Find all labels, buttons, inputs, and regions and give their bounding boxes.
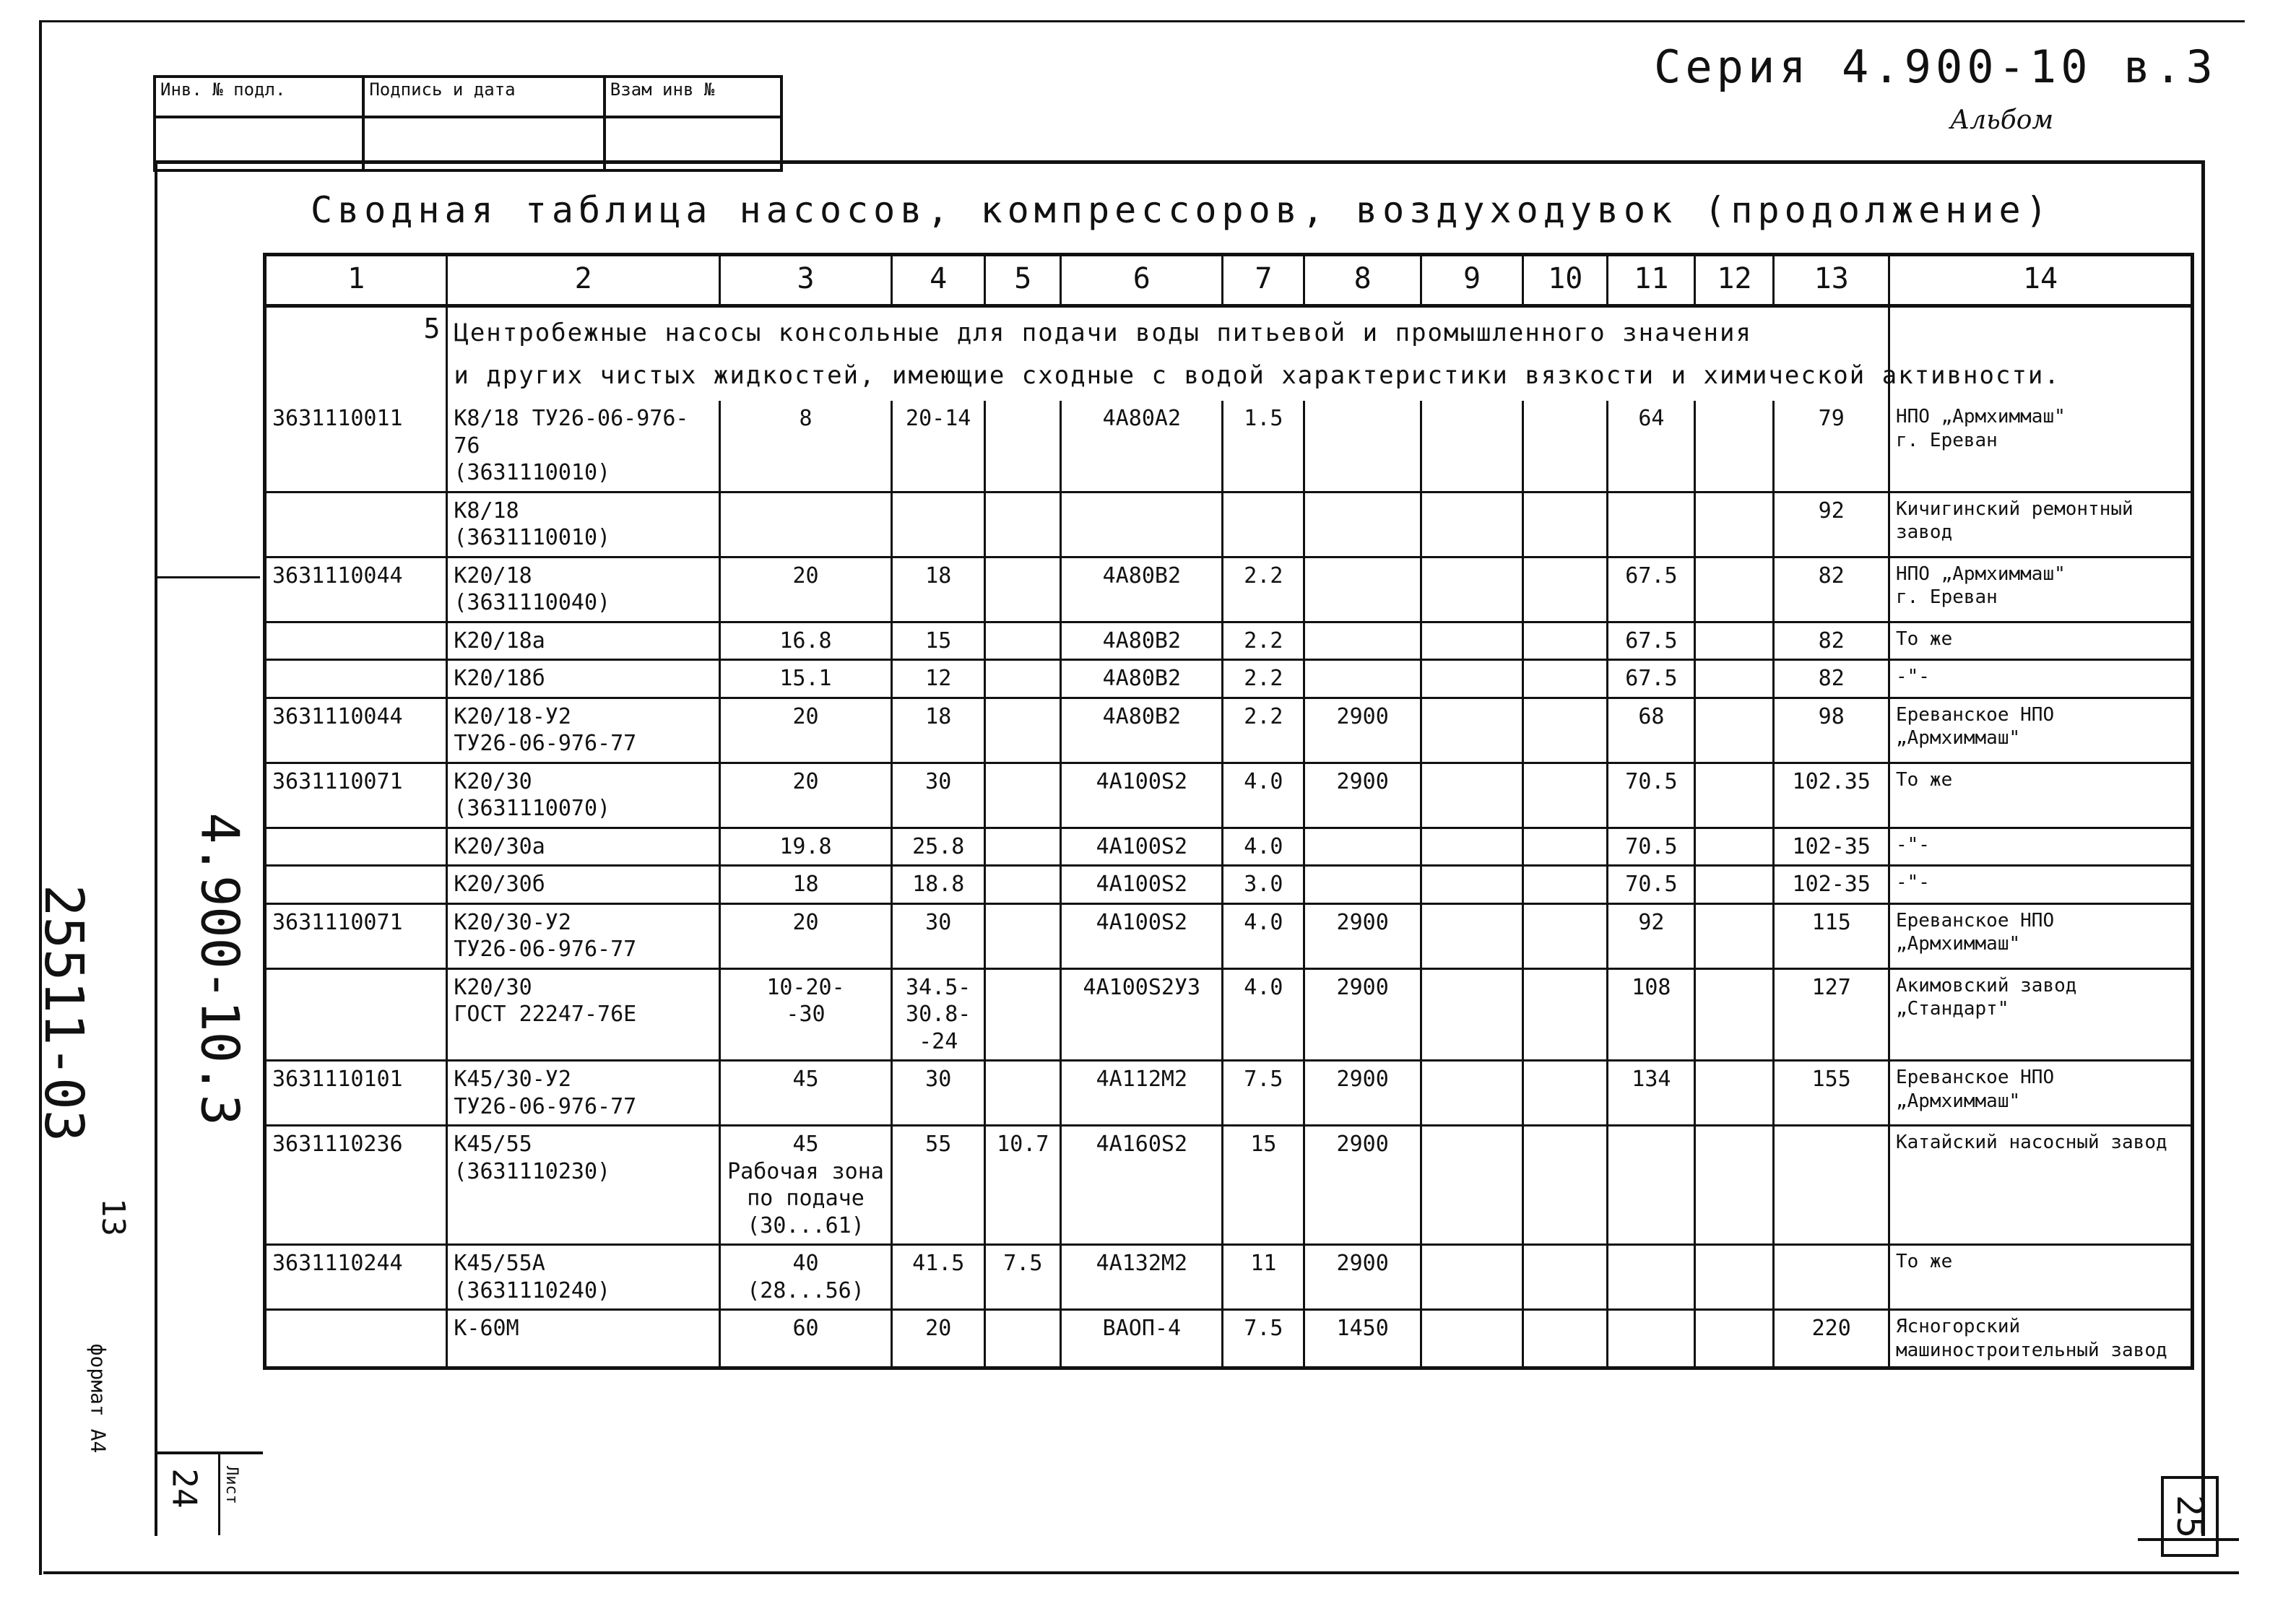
table-cell-col-7: 15 (1223, 1126, 1304, 1245)
table-cell-col-8: 2900 (1304, 763, 1421, 828)
table-cell-col-2: К8/18 ТУ26-06-976-76 (3631110010) (447, 401, 720, 492)
table-cell-col-7: 2.2 (1223, 660, 1304, 698)
summary-table (263, 253, 2194, 1370)
col-header-4: 4 (892, 255, 985, 306)
table-cell-col-14: Кичигинский ремонтный завод (1889, 492, 2192, 557)
table-cell-col-2: К20/30-У2 ТУ26-06-976-77 (447, 903, 720, 968)
table-cell-col-6: 4А112М2 (1061, 1061, 1223, 1126)
table-cell-col-3: 45 (719, 1061, 891, 1126)
table-cell-col-5 (985, 401, 1061, 492)
table-cell-col-12 (1695, 660, 1774, 698)
table-cell-col-1: 3631110071 (265, 903, 447, 968)
table-cell-col-12 (1695, 492, 1774, 557)
table-cell-col-7: 2.2 (1223, 557, 1304, 622)
page-number: 25 (2169, 1494, 2211, 1539)
table-cell-col-3: 19.8 (719, 828, 891, 866)
table-row (265, 828, 2193, 866)
table-cell-col-5 (985, 903, 1061, 968)
table-cell-col-8: 2900 (1304, 698, 1421, 763)
table-cell-col-9 (1421, 492, 1522, 557)
table-cell-col-3: 60 (719, 1310, 891, 1368)
table-cell-col-11: 64 (1608, 401, 1695, 492)
table-cell-col-6: 4А100S2 (1061, 903, 1223, 968)
table-cell-col-7: 3.0 (1223, 866, 1304, 904)
table-cell-col-6: 4А80В2 (1061, 622, 1223, 660)
col-header-10: 10 (1523, 255, 1608, 306)
table-cell-col-3: 10-20- -30 (719, 968, 891, 1061)
table-cell-col-9 (1421, 763, 1522, 828)
table-cell-col-13: 220 (1774, 1310, 1889, 1368)
side-inventory-number: 25511-03 (33, 884, 95, 1142)
table-cell-col-11: 68 (1608, 698, 1695, 763)
col-header-9: 9 (1421, 255, 1522, 306)
table-cell-col-4: 25.8 (892, 828, 985, 866)
section-number: 5 (265, 306, 447, 402)
stamp-inventory-label: Инв. № подл. (155, 77, 363, 117)
table-cell-col-5: 10.7 (985, 1126, 1061, 1245)
table-cell-col-8 (1304, 622, 1421, 660)
table-cell-col-13: 115 (1774, 903, 1889, 968)
table-cell-col-1 (265, 828, 447, 866)
table-cell-col-8 (1304, 557, 1421, 622)
table-cell-col-4: 15 (892, 622, 985, 660)
table-cell-col-8: 2900 (1304, 1245, 1421, 1310)
table-cell-col-1 (265, 968, 447, 1061)
table-cell-col-7: 7.5 (1223, 1310, 1304, 1368)
table-cell-col-12 (1695, 763, 1774, 828)
table-cell-col-4: 18 (892, 698, 985, 763)
table-cell-col-1: 3631110236 (265, 1126, 447, 1245)
table-cell-col-9 (1421, 968, 1522, 1061)
table-cell-col-5 (985, 660, 1061, 698)
table-row (265, 763, 2193, 828)
table-cell-col-5: 7.5 (985, 1245, 1061, 1310)
table-cell-col-10 (1523, 401, 1608, 492)
section-line-2: и других чистых жидкостей, имеющие сходные с водой характеристики вязкости и химической активности. (454, 360, 2061, 390)
table-cell-col-3: 20 (719, 903, 891, 968)
table-cell-col-6: 4А160S2 (1061, 1126, 1223, 1245)
table-row (265, 866, 2193, 904)
table-cell-col-3: 20 (719, 763, 891, 828)
table-cell-col-8: 2900 (1304, 1061, 1421, 1126)
table-cell-col-5 (985, 828, 1061, 866)
album-label: Альбом (1950, 105, 2054, 135)
table-cell-col-14: -"- (1889, 828, 2192, 866)
table-cell-col-4: 20 (892, 1310, 985, 1368)
table-cell-col-1 (265, 866, 447, 904)
table-row (265, 622, 2193, 660)
table-cell-col-5 (985, 492, 1061, 557)
table-cell-col-9 (1421, 698, 1522, 763)
table-cell-col-4: 18 (892, 557, 985, 622)
table-cell-col-8 (1304, 401, 1421, 492)
table-cell-col-6: 4А80В2 (1061, 557, 1223, 622)
col-header-5: 5 (985, 255, 1061, 306)
table-cell-col-4 (892, 492, 985, 557)
table-cell-col-4: 18.8 (892, 866, 985, 904)
table-cell-col-1: 3631110101 (265, 1061, 447, 1126)
col-header-13: 13 (1774, 255, 1889, 306)
table-cell-col-2: К20/18б (447, 660, 720, 698)
table-cell-col-13: 102-35 (1774, 866, 1889, 904)
table-cell-col-4: 30 (892, 903, 985, 968)
table-row (265, 1061, 2193, 1126)
table-cell-col-5 (985, 557, 1061, 622)
table-cell-col-11: 70.5 (1608, 828, 1695, 866)
table-cell-col-14: Акимовский завод „Стандарт" (1889, 968, 2192, 1061)
table-cell-col-10 (1523, 968, 1608, 1061)
table-cell-col-9 (1421, 401, 1522, 492)
table-cell-col-7 (1223, 492, 1304, 557)
table-cell-col-13: 82 (1774, 660, 1889, 698)
table-cell-col-10 (1523, 828, 1608, 866)
table-cell-col-8: 2900 (1304, 968, 1421, 1061)
table-cell-col-12 (1695, 828, 1774, 866)
sheet-number: 24 (165, 1468, 204, 1509)
table-cell-col-11 (1608, 1310, 1695, 1368)
table-cell-col-10 (1523, 1126, 1608, 1245)
table-cell-col-4: 30 (892, 1061, 985, 1126)
table-cell-col-1 (265, 1310, 447, 1368)
table-row (265, 1126, 2193, 1245)
page-title: Сводная таблица насосов, компрессоров, воздуходувок (продолжение) (311, 189, 2053, 231)
table-cell-col-14: -"- (1889, 660, 2192, 698)
table-cell-col-5 (985, 1310, 1061, 1368)
table-cell-col-6: 4А100S2У3 (1061, 968, 1223, 1061)
table-cell-col-3: 8 (719, 401, 891, 492)
table-cell-col-7: 11 (1223, 1245, 1304, 1310)
table-cell-col-11: 70.5 (1608, 866, 1695, 904)
table-cell-col-14: Ереванское НПО „Армхиммаш" (1889, 698, 2192, 763)
table-cell-col-8 (1304, 828, 1421, 866)
col-header-7: 7 (1223, 255, 1304, 306)
table-cell-col-7: 4.0 (1223, 763, 1304, 828)
table-cell-col-13: 82 (1774, 622, 1889, 660)
col-header-8: 8 (1304, 255, 1421, 306)
table-cell-col-2: К20/30а (447, 828, 720, 866)
table-cell-col-11: 67.5 (1608, 557, 1695, 622)
stamp-replace-label: Взам инв № (605, 77, 781, 117)
table-cell-col-10 (1523, 903, 1608, 968)
table-cell-col-2: К8/18 (3631110010) (447, 492, 720, 557)
table-cell-col-8 (1304, 492, 1421, 557)
table-cell-col-9 (1421, 1310, 1522, 1368)
table-cell-col-11: 70.5 (1608, 763, 1695, 828)
table-cell-col-8 (1304, 660, 1421, 698)
table-cell-col-14: Катайский насосный завод (1889, 1126, 2192, 1245)
table-row (265, 557, 2193, 622)
section-header-row (265, 306, 2193, 402)
table-cell-col-12 (1695, 1245, 1774, 1310)
table-cell-col-1: 3631110071 (265, 763, 447, 828)
table-row (265, 1310, 2193, 1368)
table-cell-col-4: 12 (892, 660, 985, 698)
table-cell-col-2: К20/18-У2 ТУ26-06-976-77 (447, 698, 720, 763)
table-cell-col-1 (265, 622, 447, 660)
table-row (265, 492, 2193, 557)
table-cell-col-8: 2900 (1304, 1126, 1421, 1245)
table-cell-col-13: 127 (1774, 968, 1889, 1061)
table-cell-col-9 (1421, 1245, 1522, 1310)
table-cell-col-13: 92 (1774, 492, 1889, 557)
table-cell-col-6: 4А100S2 (1061, 763, 1223, 828)
table-cell-col-10 (1523, 492, 1608, 557)
table-row (265, 903, 2193, 968)
table-cell-col-11: 92 (1608, 903, 1695, 968)
page-number-box (2161, 1476, 2219, 1557)
sheet-label: Лист (222, 1466, 241, 1504)
side-small-number: 13 (94, 1198, 131, 1236)
table-cell-col-5 (985, 763, 1061, 828)
table-row (265, 401, 2193, 492)
col-header-11: 11 (1608, 255, 1695, 306)
column-number-row (265, 255, 2193, 306)
table-cell-col-7: 1.5 (1223, 401, 1304, 492)
table-cell-col-2: К20/30 ГОСТ 22247-76Е (447, 968, 720, 1061)
table-cell-col-10 (1523, 763, 1608, 828)
table-cell-col-7: 2.2 (1223, 622, 1304, 660)
table-cell-col-12 (1695, 866, 1774, 904)
table-cell-col-9 (1421, 866, 1522, 904)
table-cell-col-10 (1523, 622, 1608, 660)
table-cell-col-14: Ясногорский машиностроительный завод (1889, 1310, 2192, 1368)
table-cell-col-6 (1061, 492, 1223, 557)
table-cell-col-10 (1523, 866, 1608, 904)
table-cell-col-3: 40 (28...56) (719, 1245, 891, 1310)
table-cell-col-13 (1774, 1245, 1889, 1310)
table-row (265, 660, 2193, 698)
table-cell-col-8 (1304, 866, 1421, 904)
table-cell-col-1 (265, 492, 447, 557)
table-cell-col-14: То же (1889, 763, 2192, 828)
table-cell-col-14: Ереванское НПО „Армхиммаш" (1889, 1061, 2192, 1126)
bottom-border-short (2138, 1538, 2239, 1541)
table-cell-col-6: 4А100S2 (1061, 828, 1223, 866)
table-cell-col-14: То же (1889, 1245, 2192, 1310)
table-cell-col-10 (1523, 660, 1608, 698)
table-cell-col-14: Ереванское НПО „Армхиммаш" (1889, 903, 2192, 968)
table-cell-col-13: 79 (1774, 401, 1889, 492)
table-cell-col-14: -"- (1889, 866, 2192, 904)
table-cell-col-1: 3631110044 (265, 698, 447, 763)
table-cell-col-7: 4.0 (1223, 828, 1304, 866)
col-header-1: 1 (265, 255, 447, 306)
sheet-separator (218, 1454, 220, 1535)
col-header-2: 2 (447, 255, 720, 306)
table-cell-col-2: К45/55А (3631110240) (447, 1245, 720, 1310)
table-cell-col-11 (1608, 492, 1695, 557)
table-cell-col-11: 67.5 (1608, 622, 1695, 660)
table-cell-col-3: 15.1 (719, 660, 891, 698)
table-cell-col-10 (1523, 1245, 1608, 1310)
table-cell-col-3: 45 Рабочая зона по подаче (30...61) (719, 1126, 891, 1245)
table-cell-col-9 (1421, 557, 1522, 622)
table-cell-col-6: 4А80В2 (1061, 698, 1223, 763)
table-cell-col-6: ВАОП-4 (1061, 1310, 1223, 1368)
table-cell-col-2: К20/30 (3631110070) (447, 763, 720, 828)
approval-stamp (153, 75, 783, 172)
table-cell-col-7: 2.2 (1223, 698, 1304, 763)
table-cell-col-11 (1608, 1126, 1695, 1245)
table-cell-col-4: 41.5 (892, 1245, 985, 1310)
table-cell-col-2: К20/18а (447, 622, 720, 660)
table-cell-col-9 (1421, 1061, 1522, 1126)
table-cell-col-3: 20 (719, 698, 891, 763)
stamp-signature-label: Подпись и дата (363, 77, 604, 117)
table-cell-col-3 (719, 492, 891, 557)
table-cell-col-6: 4А100S2 (1061, 866, 1223, 904)
table-cell-col-6: 4А80В2 (1061, 660, 1223, 698)
table-cell-col-4: 30 (892, 763, 985, 828)
sheet-box (155, 1451, 263, 1535)
table-cell-col-13: 102.35 (1774, 763, 1889, 828)
table-cell-col-10 (1523, 1310, 1608, 1368)
bottom-border (43, 1571, 2239, 1574)
table-cell-col-12 (1695, 1061, 1774, 1126)
table-cell-col-10 (1523, 557, 1608, 622)
table-cell-col-2: К45/55 (3631110230) (447, 1126, 720, 1245)
table-cell-col-13: 102-35 (1774, 828, 1889, 866)
side-code: 4.900-10.3 (189, 812, 251, 1126)
table-cell-col-2: К20/30б (447, 866, 720, 904)
table-cell-col-14: То же (1889, 622, 2192, 660)
table-cell-col-12 (1695, 903, 1774, 968)
table-cell-col-13: 98 (1774, 698, 1889, 763)
table-cell-col-14: НПО „Армхиммаш" г. Ереван (1889, 557, 2192, 622)
table-cell-col-12 (1695, 968, 1774, 1061)
table-cell-col-11: 67.5 (1608, 660, 1695, 698)
table-cell-col-4: 34.5- 30.8- -24 (892, 968, 985, 1061)
table-cell-col-4: 20-14 (892, 401, 985, 492)
table-cell-col-13: 82 (1774, 557, 1889, 622)
table-cell-col-3: 20 (719, 557, 891, 622)
col-header-6: 6 (1061, 255, 1223, 306)
table-row (265, 1245, 2193, 1310)
table-cell-col-5 (985, 698, 1061, 763)
table-cell-col-12 (1695, 557, 1774, 622)
table-cell-col-4: 55 (892, 1126, 985, 1245)
table-cell-col-1 (265, 660, 447, 698)
table-cell-col-6: 4А80А2 (1061, 401, 1223, 492)
table-cell-col-2: К45/30-У2 ТУ26-06-976-77 (447, 1061, 720, 1126)
table-cell-col-5 (985, 968, 1061, 1061)
table-cell-col-5 (985, 866, 1061, 904)
table-cell-col-7: 4.0 (1223, 903, 1304, 968)
table-cell-col-2: К-60М (447, 1310, 720, 1368)
table-cell-col-11: 134 (1608, 1061, 1695, 1126)
table-cell-col-12 (1695, 698, 1774, 763)
table-cell-col-8: 1450 (1304, 1310, 1421, 1368)
table-cell-col-13 (1774, 1126, 1889, 1245)
table-cell-col-3: 16.8 (719, 622, 891, 660)
table-cell-col-3: 18 (719, 866, 891, 904)
table-cell-col-11 (1608, 1245, 1695, 1310)
table-cell-col-8: 2900 (1304, 903, 1421, 968)
table-cell-col-9 (1421, 622, 1522, 660)
table-row (265, 968, 2193, 1061)
col-header-12: 12 (1695, 255, 1774, 306)
table-cell-col-9 (1421, 1126, 1522, 1245)
table-cell-col-10 (1523, 1061, 1608, 1126)
table-cell-col-9 (1421, 660, 1522, 698)
table-cell-col-9 (1421, 828, 1522, 866)
side-format: формат А4 (86, 1343, 111, 1454)
table-cell-col-1: 3631110044 (265, 557, 447, 622)
table-cell-col-7: 4.0 (1223, 968, 1304, 1061)
table-cell-col-12 (1695, 1310, 1774, 1368)
table-cell-col-14: НПО „Армхиммаш" г. Ереван (1889, 401, 2192, 492)
table-cell-col-11: 108 (1608, 968, 1695, 1061)
table-cell-col-12 (1695, 1126, 1774, 1245)
table-cell-col-1: 3631110011 (265, 401, 447, 492)
col-header-14: 14 (1889, 255, 2192, 306)
table-cell-col-13: 155 (1774, 1061, 1889, 1126)
table-cell-col-12 (1695, 622, 1774, 660)
table-row (265, 698, 2193, 763)
table-cell-col-6: 4А132М2 (1061, 1245, 1223, 1310)
table-cell-col-1: 3631110244 (265, 1245, 447, 1310)
section-line-1: Центробежные насосы консольные для подачи воды питьевой и промышленного значения (454, 318, 1752, 347)
table-cell-col-12 (1695, 401, 1774, 492)
table-cell-col-2: К20/18 (3631110040) (447, 557, 720, 622)
table-cell-col-5 (985, 622, 1061, 660)
table-cell-col-9 (1421, 903, 1522, 968)
series-label: Серия 4.900-10 в.3 (1654, 40, 2217, 93)
section-description (447, 306, 2061, 402)
table-cell-col-10 (1523, 698, 1608, 763)
table-cell-col-7: 7.5 (1223, 1061, 1304, 1126)
col-header-3: 3 (719, 255, 891, 306)
table-cell-col-5 (985, 1061, 1061, 1126)
